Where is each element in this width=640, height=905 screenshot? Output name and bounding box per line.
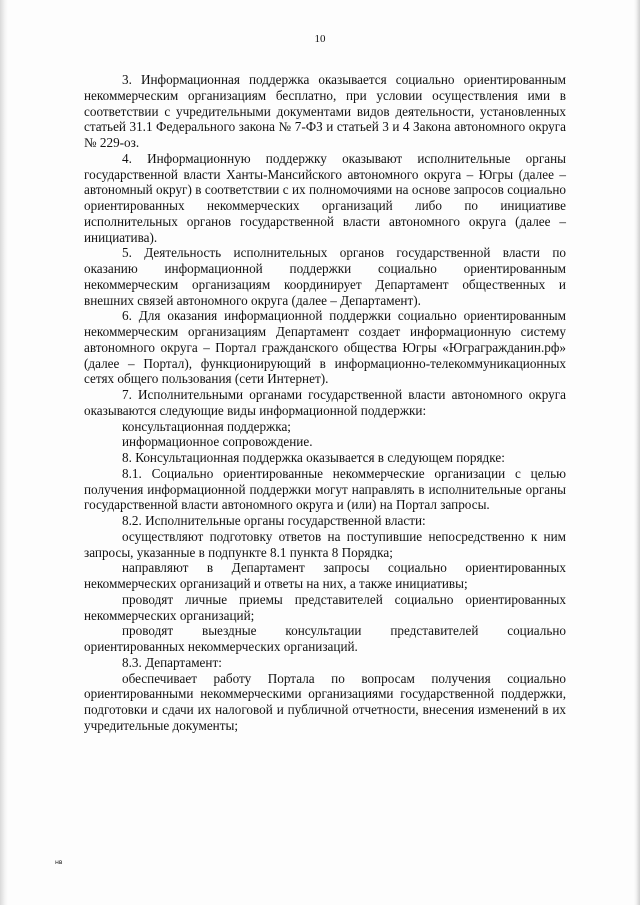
- paragraph-8-2: 8.2. Исполнительные органы государственной власти:: [122, 513, 426, 528]
- paragraph-8-2-item-1: осуществляют подготовку ответов на поступившие непосредственно к ним запросы, указанные в подпункте 8.1 пункта 8 Порядка;: [84, 528, 566, 560]
- paragraph-8-3: 8.3. Департамент:: [122, 654, 222, 670]
- paragraph-8-3-item-1: обеспечивает работу Портала по вопросам получения социально ориентированными некоммерческими организациями государственной поддержки, подготовки и сдачи их налоговой и публичной отчетности, внесения изменений в их учредительные документы;: [84, 670, 566, 733]
- footer-mark: нв: [55, 859, 63, 866]
- paragraph-8: 8. Консультационная поддержка оказывается в следующем порядке:: [122, 450, 505, 465]
- page-number: 10: [314, 33, 326, 45]
- paragraph-5: 5. Деятельность исполнительных органов государственной власти по оказанию информационной поддержки социально ориентированным некоммерческим организациям координирует Департамент общественных и внешних связей автономного округа (далее – Департамент).: [84, 245, 566, 308]
- paragraph-7: 7. Исполнительными органами государственной власти автономного округа оказываются следующие виды информационной поддержки:: [84, 387, 566, 418]
- paragraph-7-item-1: консультационная поддержка;: [122, 418, 291, 434]
- paragraph-8-2-item-3: проводят личные приемы представителей социально ориентированных некоммерческих организаций;: [84, 591, 566, 623]
- paragraph-8-2-item-4: проводят выездные консультации представителей социально ориентированных некоммерческих организаций.: [84, 623, 566, 654]
- paragraph-7-item-2: информационное сопровождение.: [122, 434, 313, 450]
- scan-edge-left: [0, 0, 8, 905]
- paragraph-4: 4. Информационную поддержку оказывают исполнительные органы государственной власти Ханты-Мансийского автономного округа – Югры (далее – автономный округ) в соответствии с их полномочиями на основе запросов социально ориентированных некоммерческих организаций либо по инициативе исполнительных органов государственной власти автономного округа (далее – инициатива).: [84, 150, 566, 245]
- scan-edge-right: [634, 0, 640, 905]
- paragraph-8-2-item-2: направляют в Департамент запросы социально ориентированных некоммерческих организаций и ответы на них, а также инициативы;: [84, 560, 566, 591]
- paragraph-8-1: 8.1. Социально ориентированные некоммерческие организации с целью получения информационной поддержки могут направлять в исполнительные органы государственной власти автономного округа и (или) на Портал запросы.: [84, 465, 566, 513]
- paragraph-3: 3. Информационная поддержка оказывается социально ориентированным некоммерческим организациям бесплатно, при условии осуществления ими в соответствии с учредительными документами видов деятельности, установленных статьей 31.1 Федерального закона № 7-ФЗ и статьей 3 и 4 Закона автономного округа № 229-оз.: [84, 72, 566, 150]
- document-body: [84, 72, 566, 734]
- paragraph-6: 6. Для оказания информационной поддержки социально ориентированным некоммерческим организациям Департамент создает информационную систему автономного округа – Портал гражданского общества Югры «Юграгражданин.рф» (далее – Портал), функционирующий в информационно-телекоммуникационных сетях общего пользования (сети Интернет).: [84, 308, 566, 387]
